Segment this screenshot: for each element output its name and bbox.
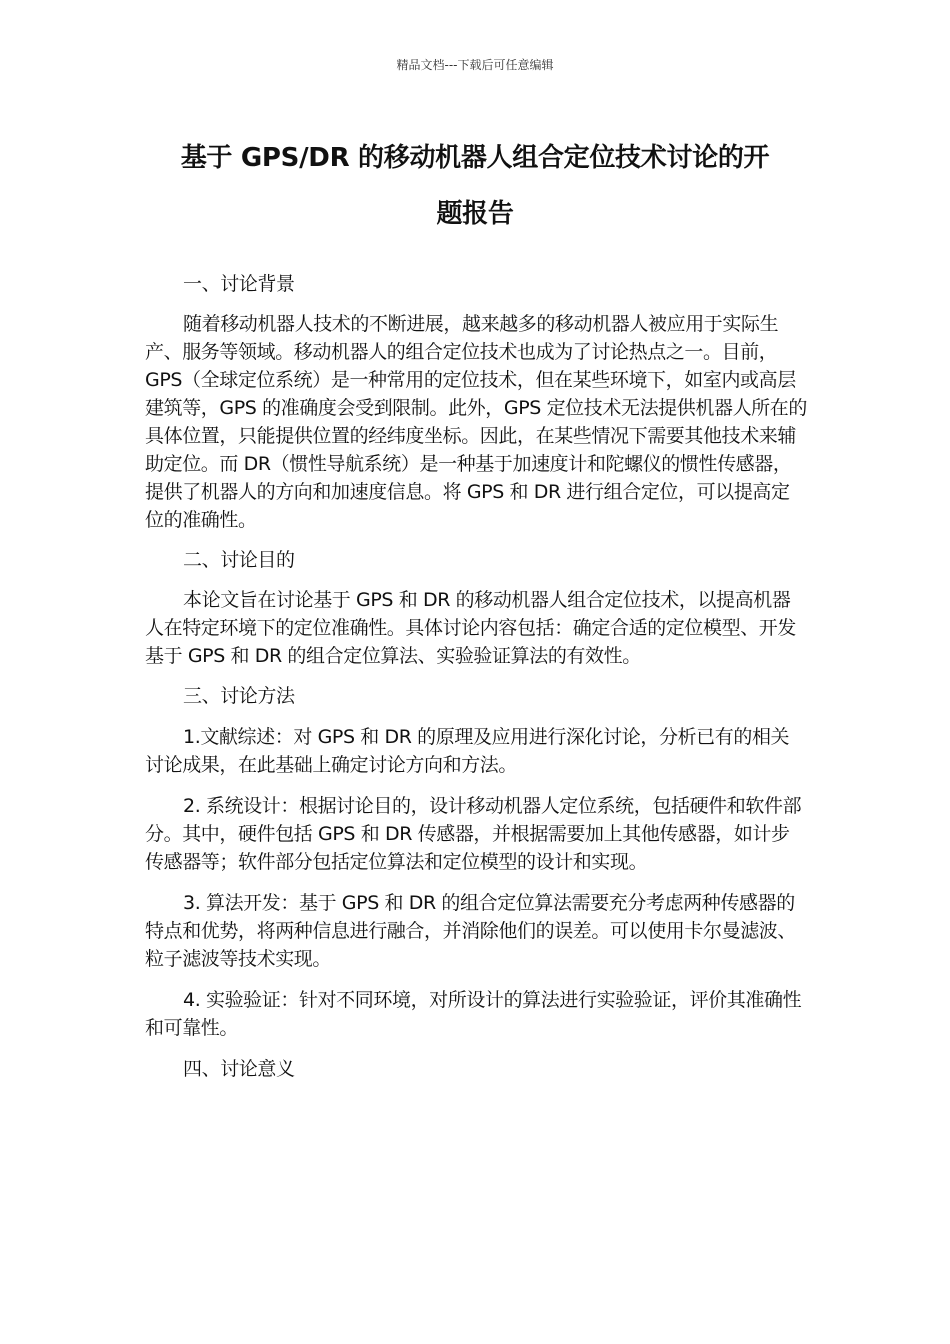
header-note: 精品文档---下载后可任意编辑 (396, 58, 554, 72)
document-body (145, 270, 807, 1083)
method-item-experimental-verification: 4. 实验验证：针对不同环境，对所设计的算法进行实验验证，评价其准确性和可靠性。 (145, 989, 802, 1039)
section-heading-background: 一、讨论背景 (183, 273, 295, 295)
method-item-system-design: 2. 系统设计：根据讨论目的，设计移动机器人定位系统，包括硬件和软件部分。其中，硬件包括 GPS 和 DR 传感器，并根据需要加上其他传感器，如计步传感器等；软件部分包括定位算法和定位模型的设计和实现。 (145, 795, 802, 873)
section-heading-method: 三、讨论方法 (183, 685, 295, 707)
section-heading-purpose: 二、讨论目的 (183, 549, 295, 571)
method-item-literature-review: 1.文献综述：对 GPS 和 DR 的原理及应用进行深化讨论，分析已有的相关讨论成果，在此基础上确定讨论方向和方法。 (145, 726, 790, 776)
section-heading-significance: 四、讨论意义 (183, 1058, 295, 1080)
paragraph-purpose: 本论文旨在讨论基于 GPS 和 DR 的移动机器人组合定位技术，以提高机器人在特定环境下的定位准确性。具体讨论内容包括：确定合适的定位模型、开发基于 GPS 和 DR 的组合定位算法、实验验证算法的有效性。 (145, 589, 797, 667)
title-line-2: 题报告 (436, 199, 514, 229)
title-line-1: 基于 GPS/DR 的移动机器人组合定位技术讨论的开 (180, 143, 770, 173)
method-item-algorithm-development: 3. 算法开发：基于 GPS 和 DR 的组合定位算法需要充分考虑两种传感器的特点和优势，将两种信息进行融合，并消除他们的误差。可以使用卡尔曼滤波、粒子滤波等技术实现。 (145, 892, 797, 970)
document-title (145, 130, 805, 242)
paragraph-background: 随着移动机器人技术的不断进展，越来越多的移动机器人被应用于实际生产、服务等领域。移动机器人的组合定位技术也成为了讨论热点之一。目前，GPS（全球定位系统）是一种常用的定位技术，但在某些环境下，如室内或高层建筑等，GPS 的准确度会受到限制。此外，GPS 定位技术无法提供机器人所在的具体位置，只能提供位置的经纬度坐标。因此，在某些情况下需要其他技术来辅助定位。而 DR（惯性导航系统）是一种基于加速度计和陀螺仪的惯性传感器，提供了机器人的方向和加速度信息。将 GPS 和 DR 进行组合定位，可以提高定位的准确性。 (145, 313, 807, 531)
